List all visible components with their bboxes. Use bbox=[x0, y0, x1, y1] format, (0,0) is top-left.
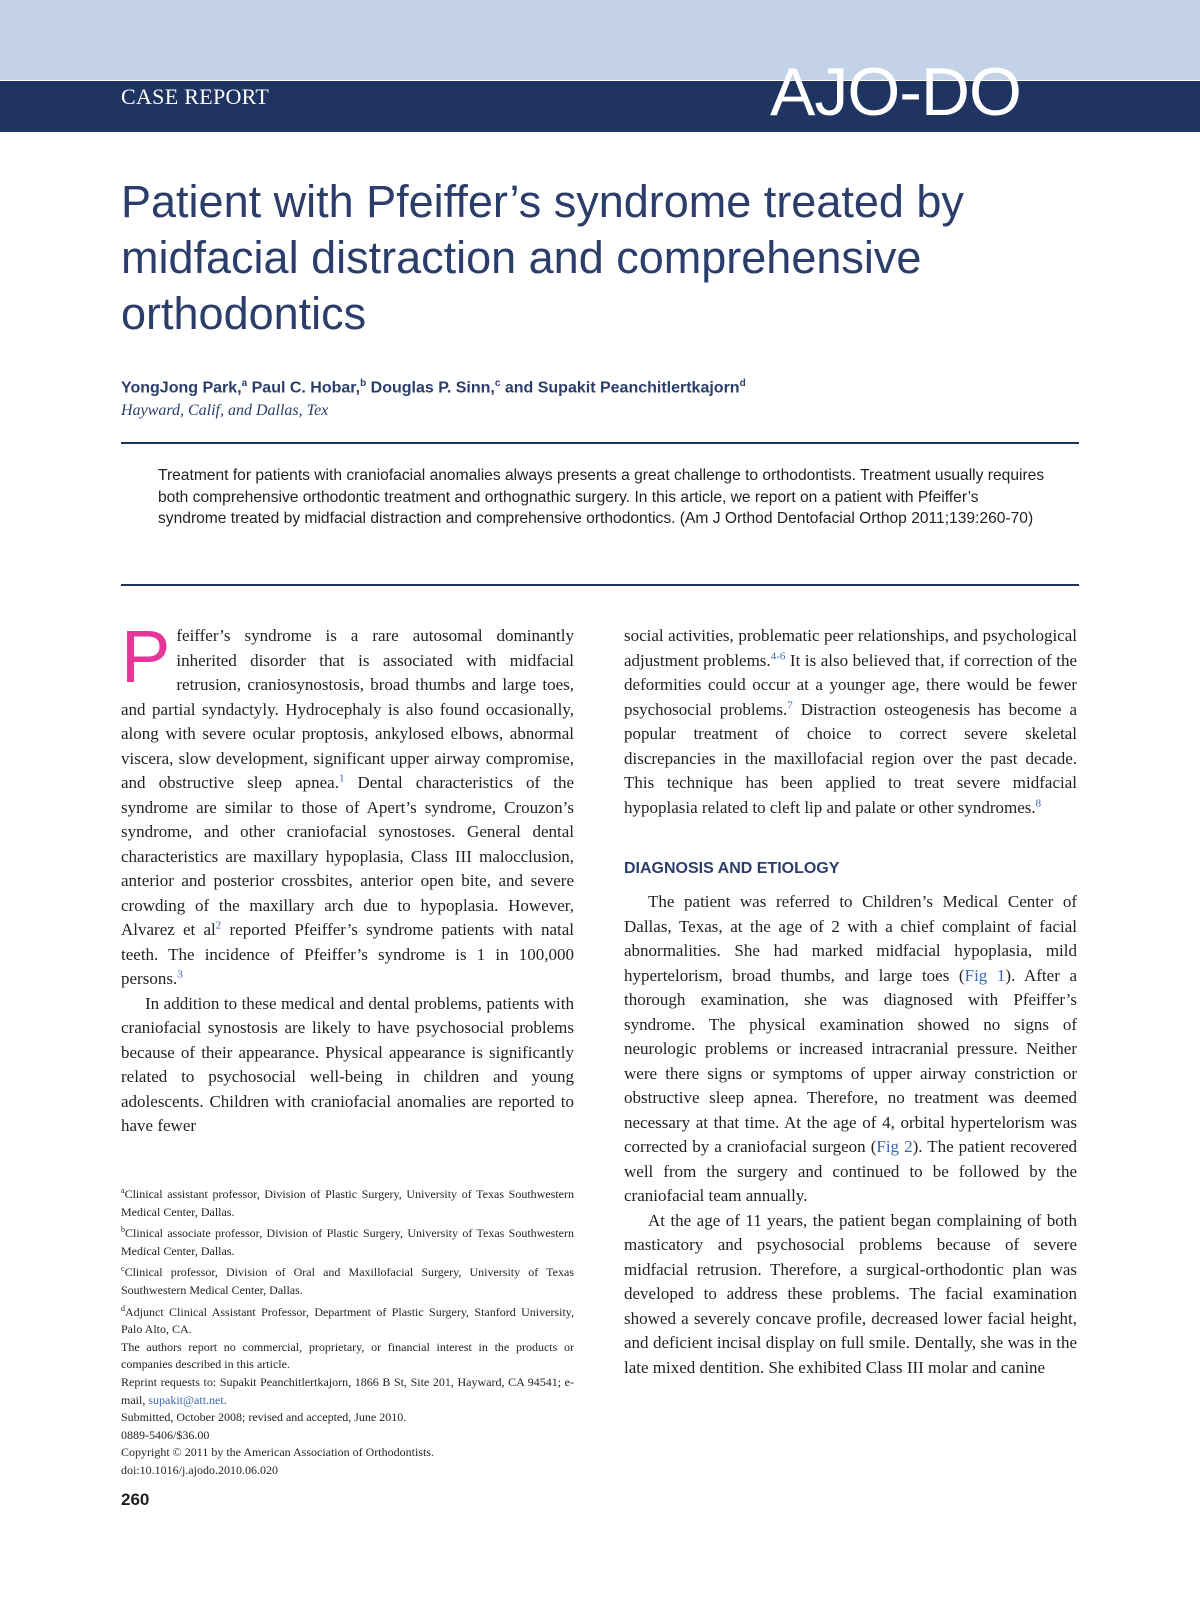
footnote-disclosure: The authors report no commercial, proprietary, or financial interest in the products or companies described in this article. bbox=[121, 1339, 574, 1372]
footnote-affiliation: $^a$Clinical assistant professor, Division of Plastic Surgery, University of Texas Southwestern Medical Center, Dallas. bbox=[121, 1186, 574, 1219]
body-text: social activities, problematic peer relationships, and psychological adjustment problems. bbox=[624, 626, 1077, 670]
intro-paragraph bbox=[121, 615, 574, 992]
author-name: YongJong Park, bbox=[121, 379, 242, 397]
page-number: 260 bbox=[121, 1490, 150, 1509]
footnotes bbox=[121, 1182, 574, 1480]
body-paragraph bbox=[624, 624, 1077, 820]
footnote-affiliation: $^d$Adjunct Clinical Assistant Professor, Department of Plastic Surgery, Stanford University, Palo Alto, CA. bbox=[121, 1303, 574, 1337]
footnote-issn: 0889-5406/$36.00 bbox=[121, 1427, 210, 1442]
section-label: CASE REPORT bbox=[121, 84, 270, 109]
footnote-doi: doi:10.1016/j.ajodo.2010.06.020 bbox=[121, 1462, 278, 1477]
journal-logo: AJO-DO bbox=[770, 54, 1021, 130]
footnote-reprint: Reprint requests to: Supakit Peanchitlertkajorn, 1866 B St, Site 201, Hayward, CA 94541; e-mail, supakit@att.net. bbox=[121, 1374, 574, 1407]
author-name: Paul C. Hobar, bbox=[251, 379, 361, 397]
author-affil-mark: b bbox=[360, 378, 367, 389]
author-name: and Supakit Peanchitlertkajorn bbox=[504, 379, 740, 397]
citation-link[interactable]: 4-6 bbox=[770, 649, 786, 662]
citation-link[interactable]: 2 bbox=[215, 919, 222, 932]
citation-link[interactable]: 1 bbox=[338, 772, 345, 785]
email-link[interactable]: supakit@att.net bbox=[148, 1392, 224, 1407]
citation-link[interactable]: 7 bbox=[787, 698, 793, 711]
citation-link[interactable]: 8 bbox=[1035, 796, 1042, 809]
citation-link[interactable]: 3 bbox=[177, 968, 183, 981]
abstract-bottom-rule bbox=[121, 584, 1079, 586]
intro-text: feiffer’s syndrome is a rare autosomal dominantly inherited disorder that is associated with midfacial retrusion, craniosynostosis, broad thumbs and large toes, and partial syndactyly. Hydrocephaly is also found occasionally, along with severe ocular proptosis, ankylosed elbows, abnormal viscera, slow development, significant upper airway compromise, and obstructive sleep apnea. bbox=[121, 626, 574, 792]
body-paragraph: At the age of 11 years, the patient began complaining of both masticatory and psychosocial problems because of severe midfacial retrusion. Therefore, a surgical-orthodontic plan was developed to address these problems. The facial examination showed a severely concave profile, decreased lower facial height, and deficient incisal display on full smile. Dentally, she was in the late mixed dentition. She exhibited Class III molar and canine bbox=[624, 1210, 1077, 1377]
figure-link[interactable]: Fig 1 bbox=[964, 965, 1006, 985]
body-column-left bbox=[121, 615, 574, 1139]
body-column-right bbox=[624, 624, 1077, 1380]
body-paragraph bbox=[624, 890, 1077, 1209]
author-affil-mark: a bbox=[241, 378, 248, 389]
drop-cap: P bbox=[121, 615, 171, 698]
intro-text: reported Pfeiffer’s syndrome patients with natal teeth. The incidence of Pfeiffer’s syndrome is 1 in 100,000 persons. bbox=[121, 920, 574, 988]
abstract: Treatment for patients with craniofacial anomalies always presents a great challenge to orthodontists. Treatment usually requires both comprehensive orthodontic treatment and orthognathic surgery. In this article, we report on a patient with Pfeiffer’s syndrome treated by midfacial distraction and comprehensive orthodontics. (Am J Orthod Dentofacial Orthop 2011;139:260-70) bbox=[158, 467, 1045, 527]
author-affil-mark: d bbox=[739, 378, 746, 389]
body-text: The patient was referred to Children’s Medical Center of Dallas, Texas, at the age of 2 with a chief complaint of facial abnormalities. She had marked midfacial hypoplasia, mild hypertelorism, broad thumbs, and large toes ( bbox=[624, 892, 1077, 985]
intro-text: Dental characteristics of the syndrome are similar to those of Apert’s syndrome, Crouzon’s syndrome, and other craniofacial synostoses. General dental characteristics are maxillary hypoplasia, Class III malocclusion, anterior and posterior crossbites, anterior open bite, and severe crowding of the maxillary arch due to hypoplasia. However, Alvarez et al bbox=[121, 773, 574, 939]
article-title: Patient with Pfeiffer’s syndrome treated by midfacial distraction and comprehensive orthodontics bbox=[121, 176, 964, 339]
body-text: ). The patient recovered well from the surgery and continued to be followed by the craniofacial team annually. bbox=[624, 1137, 1077, 1205]
footnote-affiliation: $^c$Clinical professor, Division of Oral and Maxillofacial Surgery, University of Texas Southwestern Medical Center, Dallas. bbox=[121, 1264, 574, 1297]
author-location: Hayward, Calif, and Dallas, Tex bbox=[121, 402, 329, 419]
body-text: It is also believed that, if correction of the deformities could occur at a younger age, there would be fewer psychosocial problems. bbox=[624, 650, 1078, 719]
author-affil-mark: c bbox=[494, 378, 501, 389]
footnote-submitted: Submitted, October 2008; revised and accepted, June 2010. bbox=[121, 1410, 407, 1425]
body-text: Distraction osteogenesis has become a popular treatment of choice to correct severe skeletal discrepancies in the maxillofacial region over the past decade. This technique has been applied to treat severe midfacial hypoplasia related to cleft lip and palate or other syndromes. bbox=[624, 699, 1077, 817]
body-paragraph: In addition to these medical and dental problems, patients with craniofacial synostosis are likely to have psychosocial problems because of their appearance. Physical appearance is significantly related to psychosocial well-being in children and young adolescents. Children with craniofacial anomalies are reported to have fewer bbox=[121, 993, 574, 1135]
author-list bbox=[121, 378, 746, 397]
footnote-affiliation: $^b$Clinical associate professor, Division of Plastic Surgery, University of Texas Southwestern Medical Center, Dallas. bbox=[121, 1225, 574, 1258]
abstract-top-rule bbox=[121, 442, 1079, 444]
figure-link[interactable]: Fig 2 bbox=[876, 1137, 913, 1156]
footnote-copyright: Copyright © 2011 by the American Association of Orthodontists. bbox=[121, 1445, 434, 1460]
body-text: ). After a thorough examination, she was diagnosed with Pfeiffer’s syndrome. The physical examination showed no signs of neurologic problems or increased intracranial pressure. Neither were there signs or symptoms of upper airway constriction or obstructive sleep apnea. Therefore, no treatment was deemed necessary at that time. At the age of 4, orbital hypertelorism was corrected by a craniofacial surgeon ( bbox=[624, 965, 1078, 1156]
author-name: Douglas P. Sinn, bbox=[370, 379, 495, 397]
section-heading: DIAGNOSIS AND ETIOLOGY bbox=[624, 860, 840, 877]
